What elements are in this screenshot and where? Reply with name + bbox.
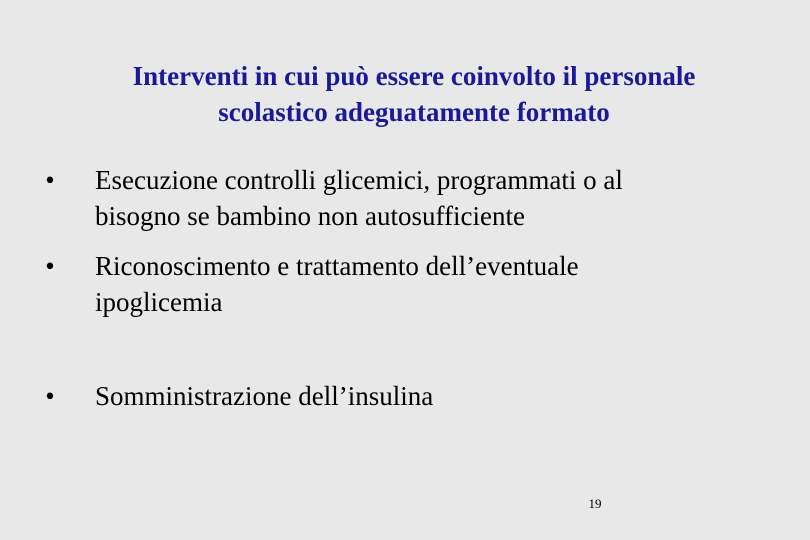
bullet-text-line: ipoglicemia: [95, 287, 223, 317]
slide-title-line: Interventi in cui può essere coinvolto il personale: [132, 61, 696, 91]
bullet-item: [40, 248, 780, 320]
bullet-text-line: Riconoscimento e trattamento dell’eventuale: [95, 251, 579, 281]
bullet-text: [95, 248, 780, 320]
bullet-icon: •: [45, 251, 55, 281]
bullet-text-line: bisogno se bambino non autosufficiente: [95, 201, 525, 231]
bullet-text-line: Somministrazione dell’insulina: [95, 381, 434, 411]
bullet-text: [95, 162, 780, 234]
slide-title-line: scolastico adeguatamente formato: [218, 97, 610, 127]
bullet-item: [40, 162, 780, 234]
bullet-icon: •: [45, 165, 55, 195]
bullet-text: [95, 378, 780, 414]
bullet-item: [40, 378, 780, 414]
slide-title: [40, 58, 788, 130]
page-number: 19: [588, 496, 602, 511]
bullet-text-line: Esecuzione controlli glicemici, programmati o al: [95, 165, 623, 195]
bullet-icon: •: [45, 381, 55, 411]
